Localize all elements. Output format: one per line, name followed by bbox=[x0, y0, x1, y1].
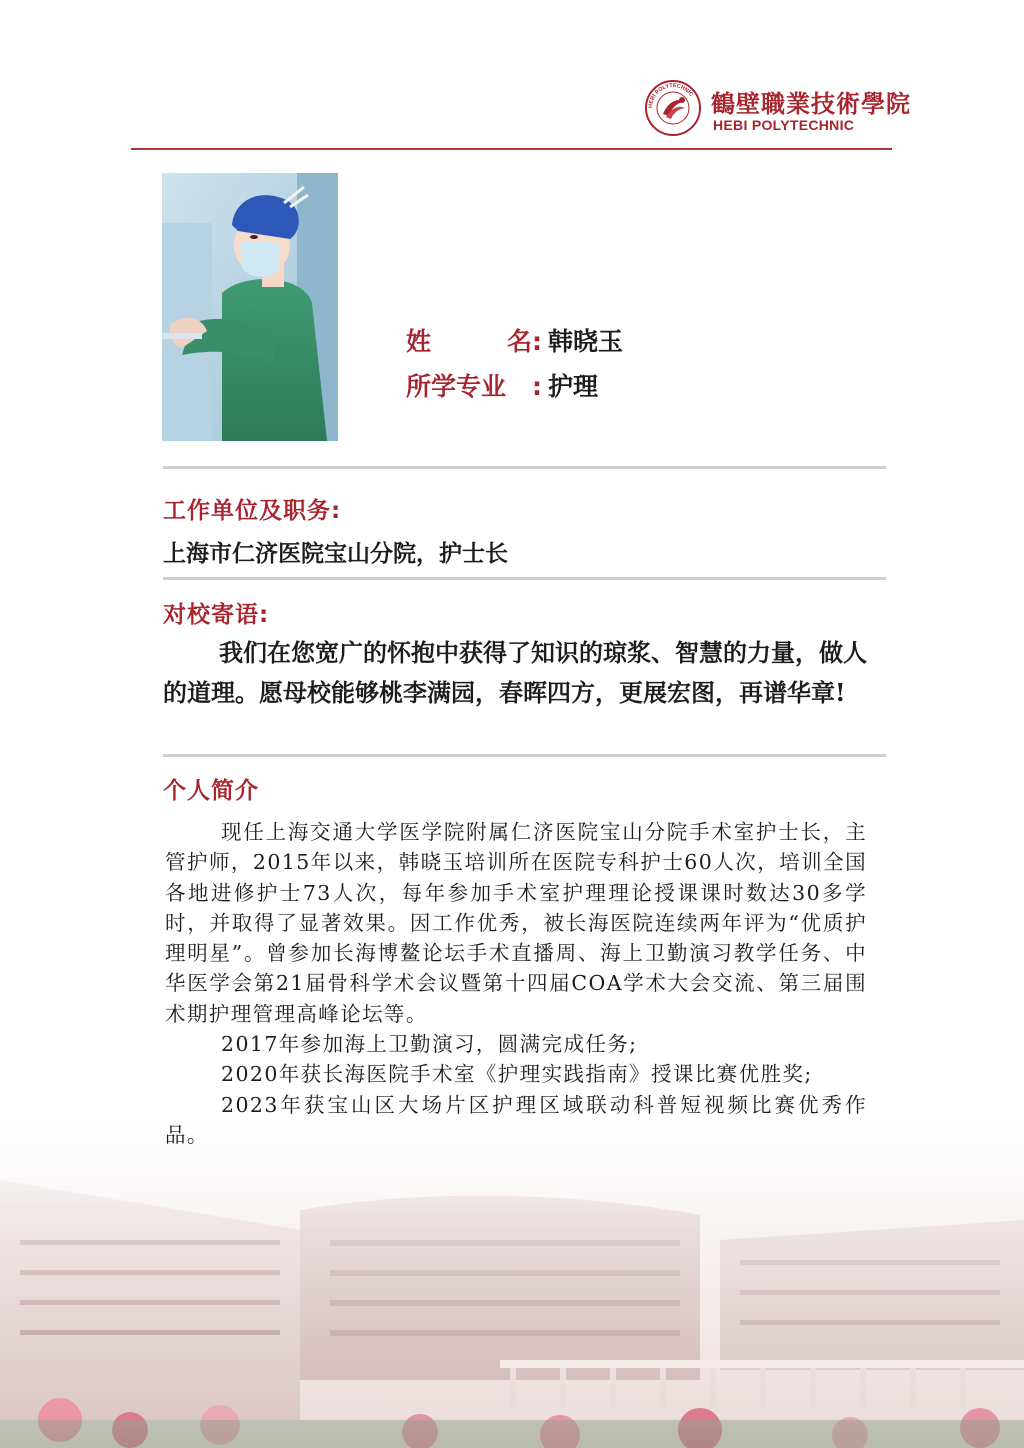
divider bbox=[163, 466, 886, 469]
svg-text:HEBI POLYTECHNIC: HEBI POLYTECHNIC bbox=[647, 82, 694, 109]
intro-title: 个人简介 bbox=[163, 778, 259, 804]
name-row: 姓 名 : 韩晓玉 bbox=[406, 322, 623, 358]
intro-paragraph: 2023年获宝山区大场片区护理区域联动科普短视频比赛优秀作品。 bbox=[165, 1092, 867, 1147]
nurse-portrait bbox=[162, 173, 338, 441]
major-row: 所学专业 : 护理 bbox=[406, 367, 598, 403]
header-divider bbox=[131, 148, 892, 150]
major-value: 护理 bbox=[548, 372, 599, 401]
divider bbox=[163, 577, 886, 580]
work-title: 工作单位及职务: bbox=[163, 498, 342, 524]
name-value: 韩晓玉 bbox=[548, 327, 624, 356]
divider bbox=[163, 754, 886, 757]
work-text: 上海市仁济医院宝山分院，护士长 bbox=[163, 540, 508, 567]
intro-paragraph: 2017年参加海上卫勤演习，圆满完成任务; bbox=[221, 1032, 638, 1057]
school-name-cn: 鶴壁職業技術學院 bbox=[711, 89, 911, 118]
major-label: 所学专业 bbox=[406, 372, 507, 401]
campus-background bbox=[0, 1120, 1024, 1448]
message-title: 对校寄语: bbox=[163, 602, 270, 628]
message-text: 我们在您宽广的怀抱中获得了知识的琼浆、智慧的力量，做人的道理。愿母校能够桃李满园，春晖四方，更展宏图，再谱华章! bbox=[163, 638, 867, 707]
intro-paragraph: 2020年获长海医院手术室《护理实践指南》授课比赛优胜奖; bbox=[221, 1062, 813, 1087]
school-logo bbox=[645, 80, 701, 136]
intro-body bbox=[165, 817, 867, 1150]
school-name-en: HEBI POLYTECHNIC bbox=[713, 117, 855, 133]
intro-paragraph: 现任上海交通大学医学院附属仁济医院宝山分院手术室护士长，主管护师，2015年以来，韩晓玉培训所在医院专科护士60人次，培训全国各地进修护士73人次，每年参加手术室护理理论授课课时数达30多学时，并取得了显著效果。因工作优秀，被长海医院连续两年评为“优质护理明星”。曾参加长海博鳌论坛手术直播周、海上卫勤演习教学任务、中华医学会第21届骨科学术会议暨第十四届COA学术大会交流、第三届围术期护理管理高峰论坛等。 bbox=[165, 820, 867, 1026]
name-label: 姓 名 bbox=[406, 327, 532, 356]
